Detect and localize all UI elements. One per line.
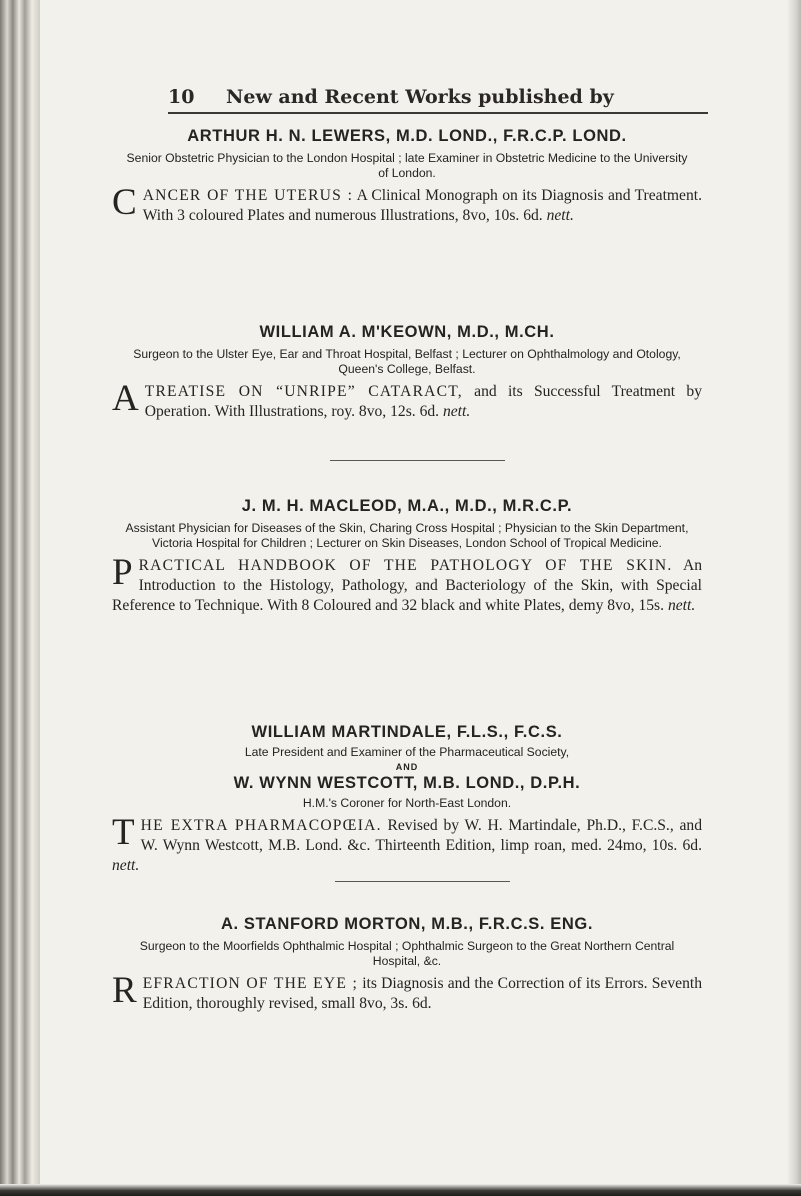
price-note: nett.	[442, 403, 471, 420]
author-name: WILLIAM MARTINDALE, F.L.S., F.C.S.	[251, 723, 563, 741]
running-title: New and Recent Works published by	[226, 86, 614, 108]
book-entry	[112, 182, 702, 226]
book-description: An Introduction to the Histology, Pathology, and Bacteriology of the Skin, with Special Reference to Technique. With 8 Coloured and 32 black and white Plates, demy 8vo, 15s.	[112, 557, 702, 614]
catalog-entry-martindale	[112, 722, 702, 876]
price-note: nett.	[667, 597, 696, 614]
catalog-entry-mkeown	[112, 322, 702, 422]
drop-initial: C	[112, 182, 137, 223]
catalog-entry-lewers	[112, 126, 702, 226]
book-title: EFRACTION OF THE EYE ;	[142, 975, 358, 992]
author-credentials: Assistant Physician for Diseases of the Skin, Charing Cross Hospital ; Physician to the Skin Department, Victoria Hospital for Children ; Lecturer on Skin Diseases, London School of Tropical Medicine.	[125, 521, 689, 550]
drop-initial: P	[112, 552, 133, 593]
co-author-credentials: H.M.'s Coroner for North-East London.	[302, 796, 512, 810]
book-entry	[112, 552, 702, 616]
author-credentials: Surgeon to the Moorfields Ophthalmic Hospital ; Ophthalmic Surgeon to the Great Northern Central Hospital, &c.	[139, 939, 675, 968]
author-credentials: Surgeon to the Ulster Eye, Ear and Throat Hospital, Belfast ; Lecturer on Ophthalmology and Otology, Queen's College, Belfast.	[133, 347, 681, 376]
book-spine-shadow	[0, 0, 40, 1196]
author-name: WILLIAM A. M'KEOWN, M.D., M.CH.	[259, 323, 555, 341]
author-credentials: Late President and Examiner of the Pharmaceutical Society,	[244, 745, 570, 759]
section-divider	[330, 460, 505, 461]
author-name: J. M. H. MACLEOD, M.A., M.D., M.R.C.P.	[241, 497, 573, 515]
book-description: and its Successful Treatment by Operation. With Illustrations, roy. 8vo, 12s. 6d.	[144, 383, 702, 420]
book-description: Revised by W. H. Martindale, Ph.D., F.C.S., and W. Wynn Westcott, M.B. Lond. &c. Thirteenth Edition, limp roan, med. 24mo, 10s. 6d.	[140, 817, 702, 854]
section-divider	[335, 881, 510, 882]
author-name: A. STANFORD MORTON, M.B., F.R.C.S. ENG.	[220, 915, 594, 933]
price-note: nett.	[112, 857, 140, 874]
page-edge-bottom	[0, 1184, 801, 1196]
book-title: RACTICAL HANDBOOK OF THE PATHOLOGY OF THE SKIN.	[138, 557, 673, 574]
header-rule	[168, 112, 708, 114]
book-description: A Clinical Monograph on its Diagnosis and Treatment. With 3 coloured Plates and numerous Illustrations, 8vo, 10s. 6d.	[142, 187, 702, 224]
book-entry	[112, 378, 702, 422]
drop-initial: T	[112, 812, 135, 853]
price-note: nett.	[546, 207, 574, 224]
page-edge-right	[787, 0, 801, 1196]
book-title: ANCER OF THE UTERUS :	[142, 187, 354, 204]
co-author-name: W. WYNN WESTCOTT, M.B. LOND., D.P.H.	[233, 774, 581, 792]
book-title: TREATISE ON “UNRIPE” CATARACT,	[144, 383, 463, 400]
book-entry	[112, 970, 702, 1014]
and-connector: AND	[395, 762, 419, 772]
catalog-entry-macleod	[112, 496, 702, 616]
running-header	[168, 86, 708, 108]
book-description: its Diagnosis and the Correction of its Errors. Seventh Edition, thoroughly revised, small 8vo, 3s. 6d.	[142, 975, 702, 1012]
book-title: HE EXTRA PHARMACOPŒIA.	[140, 817, 382, 834]
book-entry	[112, 812, 702, 876]
drop-initial: A	[112, 378, 139, 419]
author-credentials: Senior Obstetric Physician to the London Hospital ; late Examiner in Obstetric Medicine to the University of London.	[126, 151, 688, 180]
page-number: 10	[168, 86, 195, 108]
author-name: ARTHUR H. N. LEWERS, M.D. LOND., F.R.C.P. LOND.	[187, 127, 627, 145]
catalog-entry-morton	[112, 914, 702, 1014]
drop-initial: R	[112, 970, 137, 1011]
